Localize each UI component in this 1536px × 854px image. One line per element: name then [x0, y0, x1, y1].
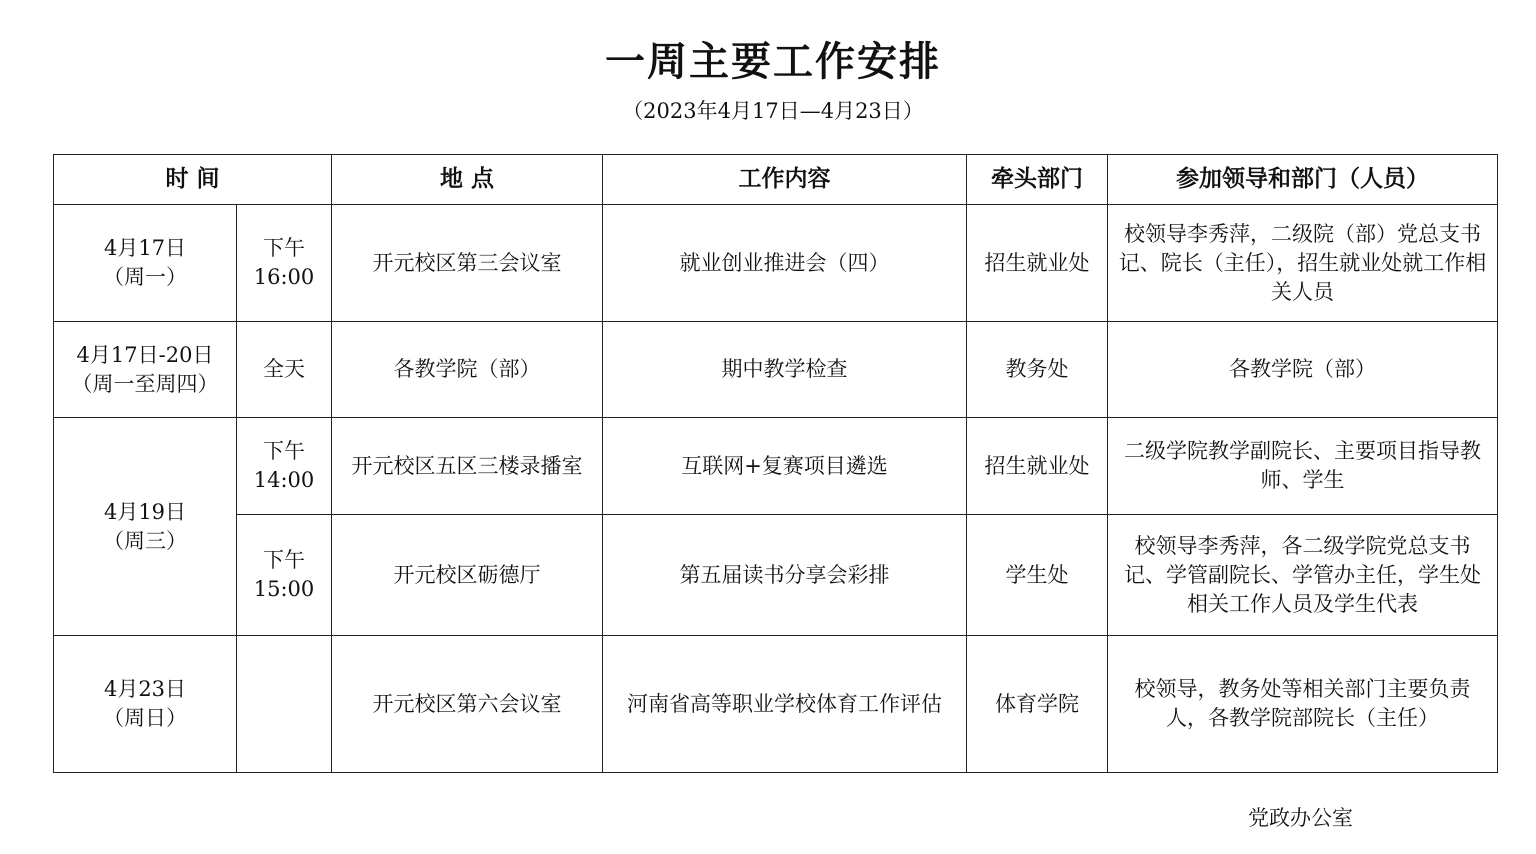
time-cell	[237, 205, 332, 322]
content-cell: 河南省高等职业学校体育工作评估	[603, 636, 967, 773]
document-title: 一周主要工作安排	[605, 38, 941, 85]
lead-dept-cell: 教务处	[967, 322, 1108, 418]
date-cell	[54, 636, 237, 773]
date-text: 4月17日-20日	[76, 342, 214, 367]
participants-cell: 校领导，教务处等相关部门主要负责人，各教学院部院长（主任）	[1108, 636, 1498, 773]
header-lead-dept: 牵头部门	[967, 155, 1108, 205]
participants-cell: 二级学院教学副院长、主要项目指导教师、学生	[1108, 418, 1498, 515]
content-cell: 互联网+复赛项目遴选	[603, 418, 967, 515]
time-text: 下午	[263, 236, 305, 260]
time-text: 15:00	[253, 577, 315, 601]
date-cell	[54, 322, 237, 418]
participants-cell: 各教学院（部）	[1108, 322, 1498, 418]
lead-dept-cell: 招生就业处	[967, 418, 1108, 515]
header-participants: 参加领导和部门（人员）	[1108, 155, 1498, 205]
header-time: 时 间	[54, 155, 332, 205]
date-text: 4月19日	[103, 499, 187, 524]
date-text: 4月23日	[103, 677, 187, 701]
header-row	[54, 155, 1498, 205]
time-cell	[237, 322, 332, 418]
lead-dept-cell: 招生就业处	[967, 205, 1108, 322]
table-row	[54, 418, 1498, 515]
time-text: 14:00	[253, 468, 315, 492]
issuer-signature: 党政办公室	[1248, 806, 1353, 830]
content-cell: 就业创业推进会（四）	[603, 205, 967, 322]
location-cell: 开元校区第三会议室	[332, 205, 603, 322]
table-row	[54, 636, 1498, 773]
weekday-text: （周一至周四）	[71, 371, 219, 396]
weekday-text: （周三）	[103, 528, 187, 553]
table-row	[54, 205, 1498, 322]
time-text: 下午	[263, 548, 305, 572]
table-row	[54, 515, 1498, 636]
weekday-text: （周日）	[103, 706, 187, 730]
time-cell	[237, 515, 332, 636]
participants-cell: 校领导李秀萍，二级院（部）党总支书记、院长（主任），招生就业处就工作相关人员	[1108, 205, 1498, 322]
content-cell: 第五届读书分享会彩排	[603, 515, 967, 636]
location-cell: 各教学院（部）	[332, 322, 603, 418]
time-text: 16:00	[253, 265, 315, 289]
location-cell: 开元校区五区三楼录播室	[332, 418, 603, 515]
weekday-text: （周一）	[103, 265, 187, 289]
date-cell	[54, 205, 237, 322]
time-cell	[237, 418, 332, 515]
header-location: 地 点	[332, 155, 603, 205]
time-text: 全天	[263, 357, 305, 381]
date-cell	[54, 418, 237, 636]
date-text: 4月17日	[103, 236, 187, 260]
participants-cell: 校领导李秀萍，各二级学院党总支书记、学管副院长、学管办主任，学生处相关工作人员及学生代表	[1108, 515, 1498, 636]
table-row	[54, 322, 1498, 418]
schedule-table	[53, 154, 1498, 773]
content-cell: 期中教学检查	[603, 322, 967, 418]
lead-dept-cell: 体育学院	[967, 636, 1108, 773]
time-text: 下午	[263, 439, 305, 463]
location-cell: 开元校区第六会议室	[332, 636, 603, 773]
header-content: 工作内容	[603, 155, 967, 205]
date-range-subtitle: （2023年4月17日—4月23日）	[622, 99, 924, 123]
lead-dept-cell: 学生处	[967, 515, 1108, 636]
location-cell: 开元校区砺德厅	[332, 515, 603, 636]
time-cell-empty	[237, 636, 332, 773]
